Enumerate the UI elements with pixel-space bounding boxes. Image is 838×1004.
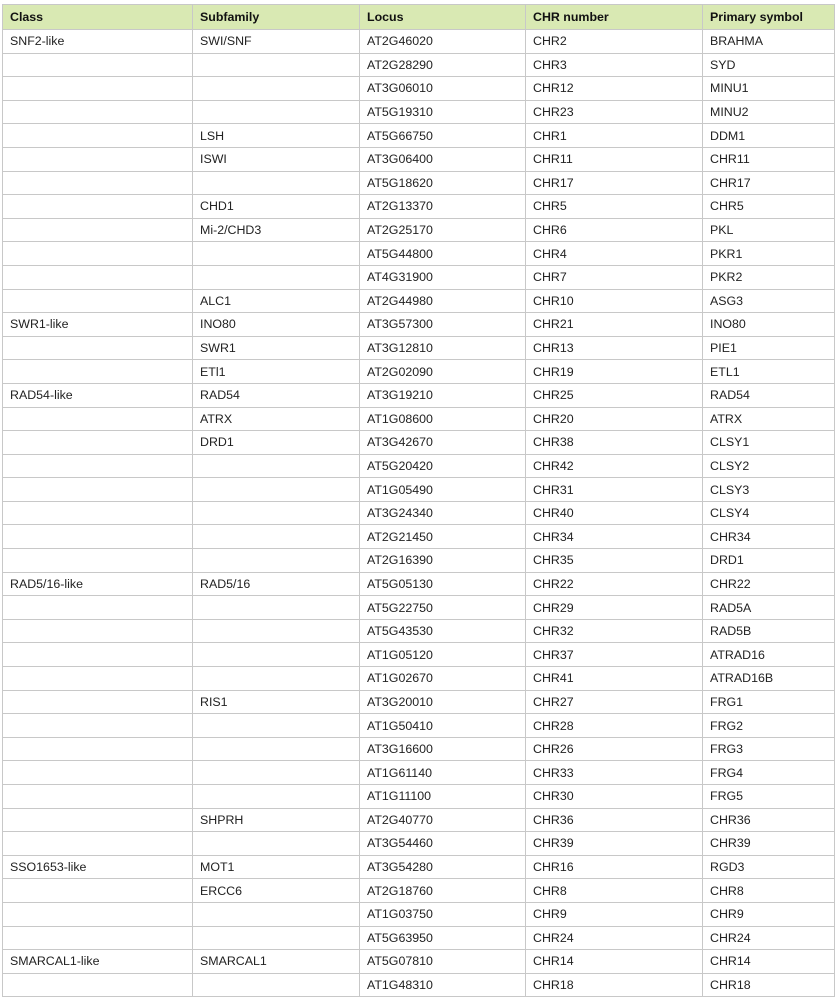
cell-chr-number: CHR1	[526, 124, 703, 148]
table-row	[3, 313, 835, 337]
table-row	[3, 431, 835, 455]
cell-locus: AT2G02090	[360, 360, 526, 384]
cell-chr-number: CHR31	[526, 478, 703, 502]
cell-locus: AT2G25170	[360, 218, 526, 242]
cell-chr-number: CHR9	[526, 902, 703, 926]
cell-class: SSO1653-like	[3, 855, 193, 879]
cell-subfamily	[193, 77, 360, 101]
cell-chr-number: CHR27	[526, 690, 703, 714]
cell-class	[3, 501, 193, 525]
cell-subfamily	[193, 53, 360, 77]
cell-subfamily	[193, 926, 360, 950]
table-body	[3, 30, 835, 997]
cell-subfamily: RAD5/16	[193, 572, 360, 596]
cell-class	[3, 714, 193, 738]
cell-chr-number: CHR22	[526, 572, 703, 596]
cell-subfamily	[193, 242, 360, 266]
cell-primary-symbol: RAD54	[703, 383, 835, 407]
cell-class	[3, 785, 193, 809]
cell-primary-symbol: ATRAD16B	[703, 667, 835, 691]
cell-class	[3, 407, 193, 431]
cell-primary-symbol: RGD3	[703, 855, 835, 879]
table-row	[3, 218, 835, 242]
table-row	[3, 690, 835, 714]
chromatin-remodeler-table-container	[2, 4, 834, 997]
cell-chr-number: CHR2	[526, 30, 703, 54]
table-row	[3, 478, 835, 502]
cell-class	[3, 265, 193, 289]
cell-subfamily: ISWI	[193, 147, 360, 171]
cell-chr-number: CHR12	[526, 77, 703, 101]
cell-chr-number: CHR35	[526, 549, 703, 573]
cell-locus: AT1G05490	[360, 478, 526, 502]
cell-locus: AT5G07810	[360, 950, 526, 974]
cell-class	[3, 879, 193, 903]
cell-chr-number: CHR24	[526, 926, 703, 950]
cell-class	[3, 596, 193, 620]
cell-subfamily: Mi-2/CHD3	[193, 218, 360, 242]
table-row	[3, 832, 835, 856]
cell-chr-number: CHR5	[526, 195, 703, 219]
cell-class	[3, 619, 193, 643]
cell-primary-symbol: ETL1	[703, 360, 835, 384]
cell-locus: AT3G06400	[360, 147, 526, 171]
cell-chr-number: CHR41	[526, 667, 703, 691]
column-header-class: Class	[3, 5, 193, 30]
cell-primary-symbol: CHR11	[703, 147, 835, 171]
table-row	[3, 195, 835, 219]
cell-subfamily	[193, 785, 360, 809]
cell-chr-number: CHR21	[526, 313, 703, 337]
cell-locus: AT5G20420	[360, 454, 526, 478]
cell-chr-number: CHR10	[526, 289, 703, 313]
cell-class	[3, 124, 193, 148]
cell-chr-number: CHR8	[526, 879, 703, 903]
cell-locus: AT5G18620	[360, 171, 526, 195]
table-row	[3, 596, 835, 620]
cell-locus: AT5G63950	[360, 926, 526, 950]
cell-class: SNF2-like	[3, 30, 193, 54]
cell-chr-number: CHR13	[526, 336, 703, 360]
table-row	[3, 572, 835, 596]
cell-locus: AT5G05130	[360, 572, 526, 596]
cell-primary-symbol: CHR24	[703, 926, 835, 950]
cell-locus: AT1G61140	[360, 761, 526, 785]
cell-subfamily	[193, 265, 360, 289]
cell-locus: AT1G50410	[360, 714, 526, 738]
cell-subfamily	[193, 714, 360, 738]
cell-primary-symbol: CHR8	[703, 879, 835, 903]
table-row	[3, 879, 835, 903]
table-row	[3, 737, 835, 761]
table-row	[3, 950, 835, 974]
cell-class	[3, 737, 193, 761]
cell-subfamily	[193, 832, 360, 856]
cell-subfamily: ERCC6	[193, 879, 360, 903]
cell-subfamily: MOT1	[193, 855, 360, 879]
cell-class	[3, 100, 193, 124]
cell-class	[3, 926, 193, 950]
cell-locus: AT5G66750	[360, 124, 526, 148]
table-row	[3, 454, 835, 478]
cell-chr-number: CHR20	[526, 407, 703, 431]
cell-primary-symbol: CLSY3	[703, 478, 835, 502]
table-row	[3, 53, 835, 77]
table-row	[3, 761, 835, 785]
cell-chr-number: CHR25	[526, 383, 703, 407]
cell-chr-number: CHR6	[526, 218, 703, 242]
cell-chr-number: CHR26	[526, 737, 703, 761]
table-row	[3, 525, 835, 549]
cell-chr-number: CHR36	[526, 808, 703, 832]
cell-locus: AT5G22750	[360, 596, 526, 620]
cell-primary-symbol: PIE1	[703, 336, 835, 360]
table-row	[3, 336, 835, 360]
cell-subfamily: SWI/SNF	[193, 30, 360, 54]
cell-class: SMARCAL1-like	[3, 950, 193, 974]
table-row	[3, 242, 835, 266]
cell-primary-symbol: CHR14	[703, 950, 835, 974]
cell-primary-symbol: CHR22	[703, 572, 835, 596]
cell-primary-symbol: CHR5	[703, 195, 835, 219]
cell-chr-number: CHR42	[526, 454, 703, 478]
cell-chr-number: CHR17	[526, 171, 703, 195]
cell-locus: AT3G06010	[360, 77, 526, 101]
cell-primary-symbol: FRG2	[703, 714, 835, 738]
table-row	[3, 808, 835, 832]
cell-subfamily: RAD54	[193, 383, 360, 407]
cell-class	[3, 808, 193, 832]
cell-primary-symbol: CLSY2	[703, 454, 835, 478]
table-row	[3, 667, 835, 691]
cell-class	[3, 832, 193, 856]
table-row	[3, 360, 835, 384]
cell-class	[3, 478, 193, 502]
cell-subfamily	[193, 667, 360, 691]
cell-locus: AT2G40770	[360, 808, 526, 832]
table-row	[3, 619, 835, 643]
cell-subfamily	[193, 100, 360, 124]
cell-subfamily	[193, 761, 360, 785]
cell-subfamily: ETl1	[193, 360, 360, 384]
cell-primary-symbol: MINU2	[703, 100, 835, 124]
table-row	[3, 289, 835, 313]
table-row	[3, 549, 835, 573]
table-row	[3, 147, 835, 171]
column-header-locus: Locus	[360, 5, 526, 30]
cell-class	[3, 195, 193, 219]
cell-class	[3, 242, 193, 266]
cell-locus: AT3G24340	[360, 501, 526, 525]
cell-chr-number: CHR37	[526, 643, 703, 667]
cell-primary-symbol: FRG1	[703, 690, 835, 714]
cell-locus: AT1G11100	[360, 785, 526, 809]
cell-chr-number: CHR39	[526, 832, 703, 856]
table-row	[3, 265, 835, 289]
table-row	[3, 383, 835, 407]
cell-subfamily: ATRX	[193, 407, 360, 431]
cell-primary-symbol: ATRAD16	[703, 643, 835, 667]
cell-locus: AT1G05120	[360, 643, 526, 667]
cell-locus: AT2G13370	[360, 195, 526, 219]
cell-locus: AT1G02670	[360, 667, 526, 691]
cell-locus: AT1G03750	[360, 902, 526, 926]
table-row	[3, 30, 835, 54]
cell-primary-symbol: CLSY4	[703, 501, 835, 525]
cell-primary-symbol: CLSY1	[703, 431, 835, 455]
cell-subfamily	[193, 478, 360, 502]
cell-subfamily	[193, 525, 360, 549]
cell-primary-symbol: FRG5	[703, 785, 835, 809]
cell-class: RAD54-like	[3, 383, 193, 407]
cell-primary-symbol: DRD1	[703, 549, 835, 573]
cell-subfamily: ALC1	[193, 289, 360, 313]
cell-subfamily: SWR1	[193, 336, 360, 360]
cell-locus: AT1G48310	[360, 973, 526, 997]
column-header-primary-symbol: Primary symbol	[703, 5, 835, 30]
cell-subfamily: INO80	[193, 313, 360, 337]
cell-chr-number: CHR32	[526, 619, 703, 643]
table-row	[3, 100, 835, 124]
cell-class	[3, 549, 193, 573]
cell-subfamily	[193, 454, 360, 478]
table-row	[3, 77, 835, 101]
cell-class	[3, 431, 193, 455]
cell-locus: AT5G19310	[360, 100, 526, 124]
cell-locus: AT4G31900	[360, 265, 526, 289]
cell-chr-number: CHR34	[526, 525, 703, 549]
cell-subfamily: CHD1	[193, 195, 360, 219]
cell-class: SWR1-like	[3, 313, 193, 337]
cell-class	[3, 360, 193, 384]
cell-chr-number: CHR33	[526, 761, 703, 785]
cell-primary-symbol: CHR34	[703, 525, 835, 549]
cell-chr-number: CHR7	[526, 265, 703, 289]
cell-chr-number: CHR18	[526, 973, 703, 997]
cell-class	[3, 761, 193, 785]
cell-class	[3, 336, 193, 360]
cell-subfamily	[193, 549, 360, 573]
cell-primary-symbol: ASG3	[703, 289, 835, 313]
cell-subfamily	[193, 737, 360, 761]
cell-chr-number: CHR3	[526, 53, 703, 77]
cell-primary-symbol: ATRX	[703, 407, 835, 431]
cell-chr-number: CHR16	[526, 855, 703, 879]
cell-chr-number: CHR28	[526, 714, 703, 738]
cell-locus: AT3G20010	[360, 690, 526, 714]
cell-primary-symbol: PKR2	[703, 265, 835, 289]
cell-primary-symbol: FRG3	[703, 737, 835, 761]
cell-class	[3, 53, 193, 77]
cell-primary-symbol: CHR9	[703, 902, 835, 926]
cell-class: RAD5/16-like	[3, 572, 193, 596]
cell-subfamily	[193, 902, 360, 926]
cell-primary-symbol: CHR18	[703, 973, 835, 997]
table-row	[3, 855, 835, 879]
header-row	[3, 5, 835, 30]
cell-subfamily	[193, 501, 360, 525]
table-row	[3, 501, 835, 525]
cell-locus: AT2G44980	[360, 289, 526, 313]
cell-locus: AT5G44800	[360, 242, 526, 266]
cell-chr-number: CHR19	[526, 360, 703, 384]
cell-primary-symbol: SYD	[703, 53, 835, 77]
table-row	[3, 714, 835, 738]
table-row	[3, 926, 835, 950]
table-row	[3, 407, 835, 431]
cell-locus: AT3G54460	[360, 832, 526, 856]
cell-class	[3, 77, 193, 101]
cell-primary-symbol: DDM1	[703, 124, 835, 148]
cell-class	[3, 171, 193, 195]
cell-chr-number: CHR14	[526, 950, 703, 974]
cell-class	[3, 289, 193, 313]
table-header	[3, 5, 835, 30]
cell-locus: AT5G43530	[360, 619, 526, 643]
cell-primary-symbol: FRG4	[703, 761, 835, 785]
cell-subfamily: DRD1	[193, 431, 360, 455]
cell-subfamily: SHPRH	[193, 808, 360, 832]
column-header-subfamily: Subfamily	[193, 5, 360, 30]
cell-chr-number: CHR38	[526, 431, 703, 455]
cell-primary-symbol: CHR17	[703, 171, 835, 195]
table-row	[3, 124, 835, 148]
chromatin-remodeler-table	[2, 4, 835, 997]
cell-primary-symbol: CHR39	[703, 832, 835, 856]
cell-primary-symbol: RAD5A	[703, 596, 835, 620]
cell-subfamily: LSH	[193, 124, 360, 148]
cell-class	[3, 643, 193, 667]
cell-primary-symbol: PKR1	[703, 242, 835, 266]
cell-primary-symbol: PKL	[703, 218, 835, 242]
cell-subfamily	[193, 596, 360, 620]
cell-primary-symbol: BRAHMA	[703, 30, 835, 54]
table-row	[3, 902, 835, 926]
cell-locus: AT2G18760	[360, 879, 526, 903]
cell-locus: AT2G46020	[360, 30, 526, 54]
cell-class	[3, 218, 193, 242]
cell-locus: AT3G16600	[360, 737, 526, 761]
cell-subfamily	[193, 171, 360, 195]
cell-chr-number: CHR40	[526, 501, 703, 525]
cell-subfamily: SMARCAL1	[193, 950, 360, 974]
cell-class	[3, 667, 193, 691]
cell-class	[3, 690, 193, 714]
cell-locus: AT2G28290	[360, 53, 526, 77]
cell-locus: AT2G21450	[360, 525, 526, 549]
cell-chr-number: CHR4	[526, 242, 703, 266]
cell-subfamily	[193, 973, 360, 997]
cell-class	[3, 147, 193, 171]
cell-chr-number: CHR23	[526, 100, 703, 124]
cell-locus: AT3G54280	[360, 855, 526, 879]
cell-chr-number: CHR11	[526, 147, 703, 171]
cell-primary-symbol: CHR36	[703, 808, 835, 832]
cell-locus: AT3G19210	[360, 383, 526, 407]
cell-primary-symbol: RAD5B	[703, 619, 835, 643]
table-row	[3, 643, 835, 667]
cell-chr-number: CHR29	[526, 596, 703, 620]
cell-chr-number: CHR30	[526, 785, 703, 809]
cell-locus: AT3G57300	[360, 313, 526, 337]
cell-subfamily	[193, 619, 360, 643]
cell-primary-symbol: MINU1	[703, 77, 835, 101]
cell-locus: AT2G16390	[360, 549, 526, 573]
cell-class	[3, 973, 193, 997]
cell-locus: AT3G12810	[360, 336, 526, 360]
cell-locus: AT3G42670	[360, 431, 526, 455]
cell-class	[3, 454, 193, 478]
cell-locus: AT1G08600	[360, 407, 526, 431]
cell-class	[3, 525, 193, 549]
cell-primary-symbol: INO80	[703, 313, 835, 337]
column-header-chr-number: CHR number	[526, 5, 703, 30]
table-row	[3, 785, 835, 809]
cell-class	[3, 902, 193, 926]
cell-subfamily	[193, 643, 360, 667]
table-row	[3, 171, 835, 195]
table-row	[3, 973, 835, 997]
cell-subfamily: RIS1	[193, 690, 360, 714]
